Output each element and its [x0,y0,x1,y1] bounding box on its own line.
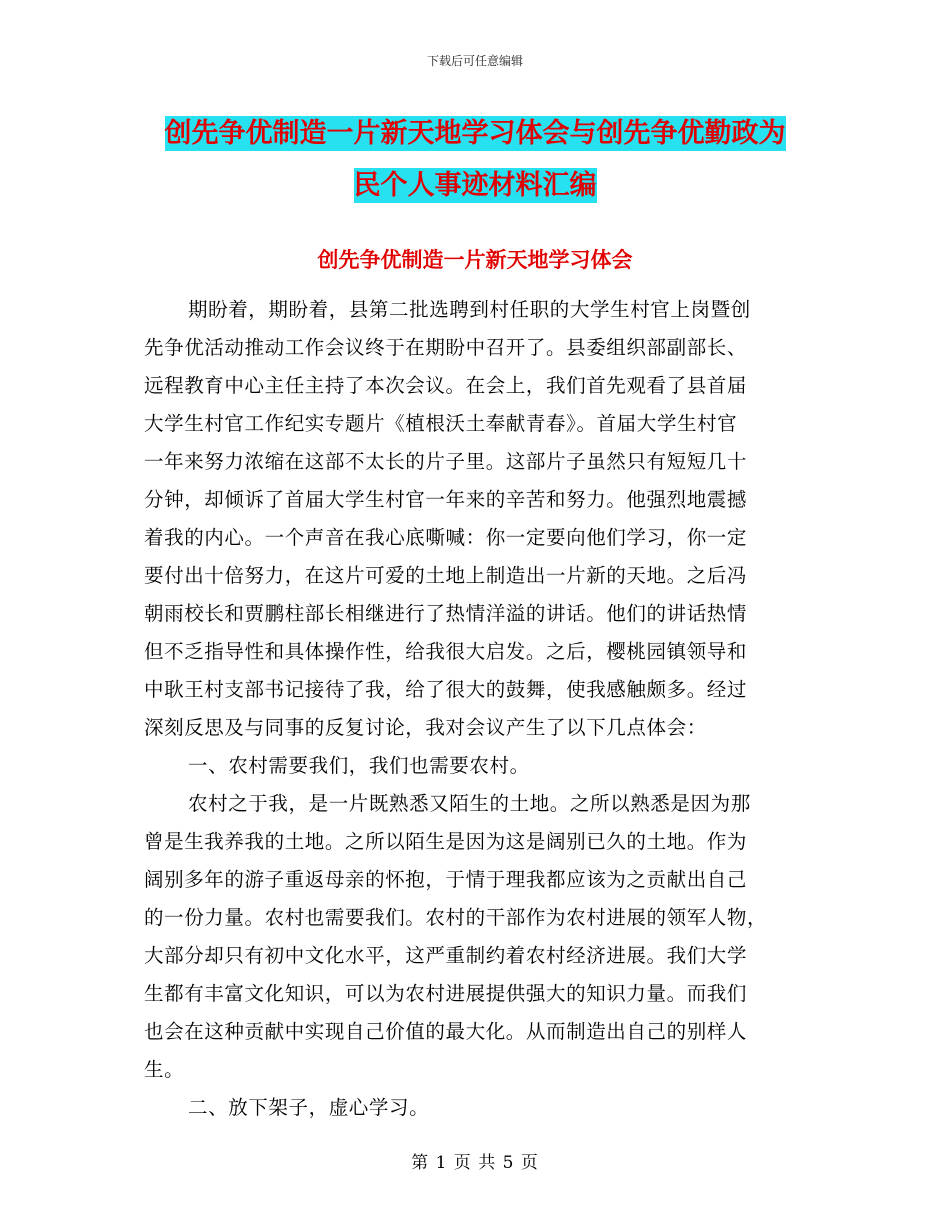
body-line: 但不乏指导性和具体操作性，给我很大启发。之后，樱桃园镇领导和 [144,640,748,663]
body-line: 曾是生我养我的土地。之所以陌生是因为这是阔别已久的土地。作为 [144,830,748,853]
body-line: 中耿王村支部书记接待了我，给了很大的鼓舞，使我感触颇多。经过 [144,678,748,701]
body-line: 着我的内心。一个声音在我心底嘶喊：你一定要向他们学习，你一定 [144,526,748,549]
body-line: 期盼着，期盼着，县第二批选聘到村任职的大学生村官上岗暨创 [188,298,751,321]
body-line: 的一份力量。农村也需要我们。农村的干部作为农村进展的领军人物， [144,906,768,929]
body-line: 深刻反思及与同事的反复讨论，我对会议产生了以下几点体会： [144,716,707,739]
page-header-note: 下载后可任意编辑 [426,54,523,68]
body-line: 也会在这种贡献中实现自己价值的最大化。从而制造出自己的别样人 [144,1020,748,1043]
body-line: 二、放下架子，虚心学习。 [188,1096,430,1119]
section-title: 创先争优制造一片新天地学习体会 [317,248,633,272]
document-title-line-1: 创先争优制造一片新天地学习体会与创先争优勤政为 [164,118,786,149]
body-line: 远程教育中心主任主持了本次会议。在会上，我们首先观看了县首届 [144,374,748,397]
body-line: 大部分却只有初中文化水平，这严重制约着农村经济进展。我们大学 [144,944,748,967]
body-text [144,291,808,1127]
page-number: 第 1 页 共 5 页 [411,1153,539,1173]
body-line: 生。 [144,1058,185,1081]
body-line: 阔别多年的游子重返母亲的怀抱，于情于理我都应该为之贡献出自己 [144,868,748,891]
document-title-line-2: 民个人事迹材料汇编 [353,170,597,201]
body-line: 要付出十倍努力，在这片可爱的土地上制造出一片新的天地。之后冯 [144,564,748,587]
body-line: 生都有丰富文化知识，可以为农村进展提供强大的知识力量。而我们 [144,982,748,1005]
body-line: 农村之于我，是一片既熟悉又陌生的土地。之所以熟悉是因为那 [188,792,751,815]
body-line: 一、农村需要我们，我们也需要农村。 [188,754,530,777]
body-line: 一年来努力浓缩在这部不太长的片子里。这部片子虽然只有短短几十 [144,450,748,473]
body-line: 朝雨校长和贾鹏柱部长相继进行了热情洋溢的讲话。他们的讲话热情 [144,602,748,625]
body-line: 分钟，却倾诉了首届大学生村官一年来的辛苦和努力。他强烈地震撼 [144,488,748,511]
body-line: 大学生村官工作纪实专题片《植根沃土奉献青春》。首届大学生村官 [144,412,738,435]
document-title [150,108,800,212]
body-line: 先争优活动推动工作会议终于在期盼中召开了。县委组织部副部长、 [144,336,748,359]
